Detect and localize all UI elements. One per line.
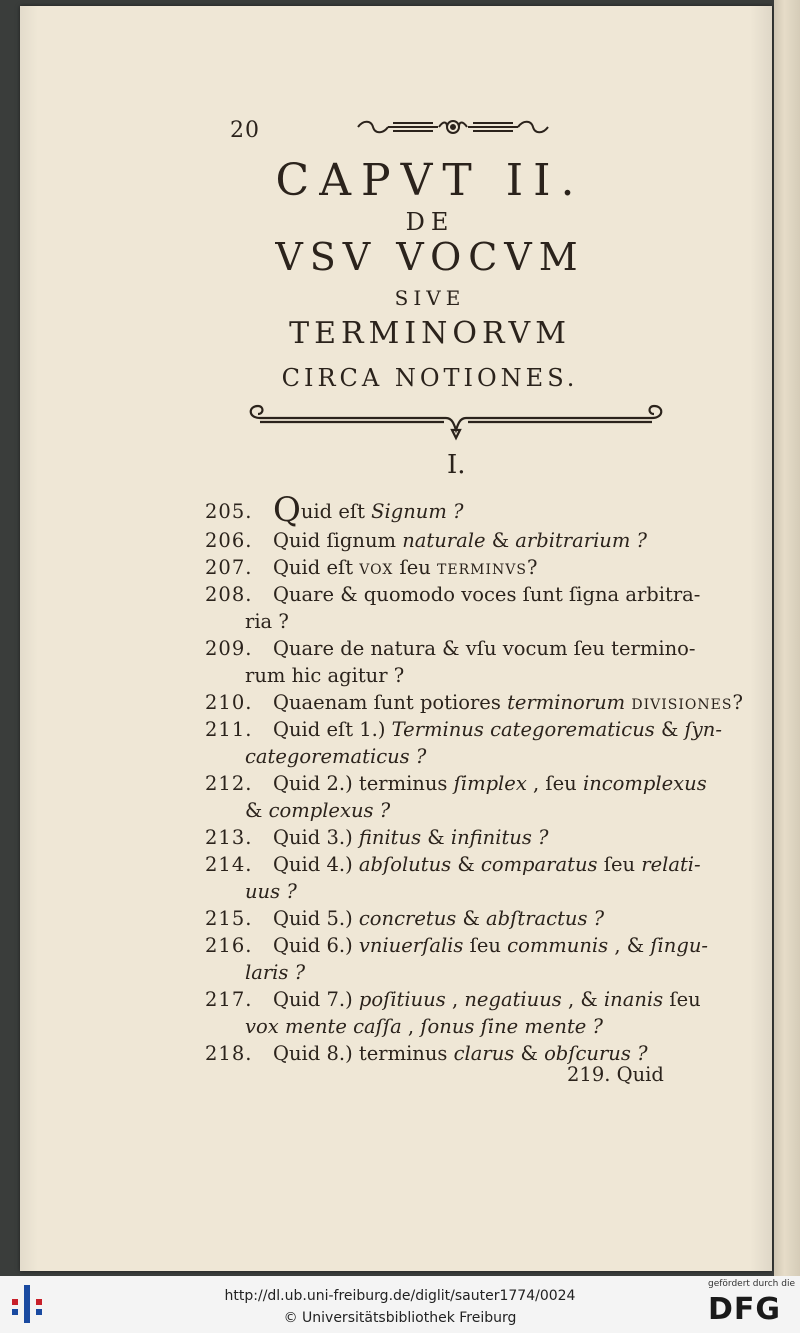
question-number: 206.	[205, 529, 253, 552]
question-text: terminvs	[437, 556, 527, 579]
question-text: Signum ?	[371, 500, 464, 523]
question-number: 214.	[205, 853, 253, 876]
question-text: , &	[608, 934, 651, 957]
question-text: uid eſt	[300, 500, 372, 523]
question-text: ?	[732, 691, 743, 714]
question-continuation	[245, 961, 305, 984]
question-text: communis	[507, 934, 609, 957]
question-text: &	[451, 853, 481, 876]
title-terminorum: TERMINORVM	[289, 316, 571, 351]
question-continuation	[245, 610, 289, 633]
question-number: 213.	[205, 826, 253, 849]
question-text: &	[514, 1042, 545, 1065]
question-text: Quid ſignum	[273, 529, 403, 552]
question-text: Quid 6.)	[273, 934, 359, 957]
question-text: categorematicus ?	[245, 745, 427, 768]
catchword: 219. Quid	[567, 1063, 664, 1086]
question-text: &	[485, 529, 516, 552]
viewer-footer	[0, 1276, 800, 1333]
question-text: Quid 8.) terminus	[273, 1042, 454, 1065]
question-text: &	[245, 799, 269, 822]
title-sive: SIVE	[394, 286, 466, 310]
question-text: ſimplex	[453, 772, 527, 795]
question-text: obſcurus ?	[544, 1042, 648, 1065]
question-text: ſyn-	[684, 718, 722, 741]
question-text: naturale	[402, 529, 486, 552]
question-text: ria ?	[245, 610, 289, 633]
question-number: 215.	[205, 907, 253, 930]
page-number: 20	[230, 118, 260, 143]
dfg-logo: DFG	[708, 1292, 782, 1327]
permalink[interactable]: http://dl.ub.uni-freiburg.de/diglit/sauter1774/0024	[224, 1288, 576, 1304]
question-continuation	[245, 1015, 603, 1038]
question-text: ,	[445, 988, 465, 1011]
question-text: poſitiuus	[358, 988, 446, 1011]
question-text: Quid 3.)	[273, 826, 359, 849]
question-text: complexus ?	[268, 799, 391, 822]
question-line	[205, 1042, 648, 1065]
copyright-notice: © Universitätsbibliothek Freiburg	[283, 1310, 517, 1326]
question-text: negatiuus	[464, 988, 562, 1011]
question-number: 210.	[205, 691, 253, 714]
question-text: ſeu	[663, 988, 701, 1011]
title-de: DE	[405, 208, 455, 236]
question-line	[205, 718, 722, 741]
question-text: comparatus	[480, 853, 598, 876]
question-number: 211.	[205, 718, 253, 741]
question-continuation	[245, 880, 297, 903]
question-text: Q	[273, 490, 301, 530]
question-text: Quid 2.) terminus	[273, 772, 454, 795]
question-text: &	[654, 718, 685, 741]
question-text: abſolutus	[358, 853, 452, 876]
question-line	[205, 529, 647, 552]
question-text: finitus	[358, 826, 422, 849]
question-number: 212.	[205, 772, 253, 795]
title-circa-notiones: CIRCA NOTIONES.	[281, 364, 579, 392]
question-text: uus ?	[245, 880, 297, 903]
question-line	[205, 907, 604, 930]
question-text: concretus	[358, 907, 457, 930]
question-text: terminorum	[507, 691, 626, 714]
question-text: ſonus ſine mente ?	[420, 1015, 603, 1038]
question-continuation	[245, 664, 404, 687]
question-line	[205, 826, 549, 849]
question-text: Quid 7.)	[273, 988, 359, 1011]
question-number: 208.	[205, 583, 253, 606]
chapter-title: CAPVT II.	[275, 155, 585, 206]
question-continuation	[245, 745, 426, 768]
question-text: , &	[561, 988, 604, 1011]
question-text: &	[456, 907, 487, 930]
question-number: 205.	[205, 500, 253, 523]
dfg-caption: gefördert durch die	[708, 1279, 795, 1289]
question-text: , ſeu	[526, 772, 583, 795]
question-text: Quid eſt	[273, 556, 360, 579]
question-text: ſeu	[597, 853, 642, 876]
question-line	[205, 691, 743, 714]
question-line	[205, 637, 695, 660]
question-text: ſingu-	[650, 934, 708, 957]
question-line	[205, 583, 700, 606]
question-text: infinitus ?	[450, 826, 549, 849]
question-text: inanis	[603, 988, 664, 1011]
question-line	[205, 556, 537, 579]
question-text: laris ?	[245, 961, 306, 984]
question-continuation	[245, 799, 390, 822]
question-text: relati-	[641, 853, 701, 876]
question-text: Quid 5.)	[273, 907, 359, 930]
ornamental-rule-icon	[246, 400, 666, 442]
question-number: 209.	[205, 637, 253, 660]
ornament-top-icon	[353, 117, 553, 137]
question-text: divisiones	[631, 691, 733, 714]
question-text: rum hic agitur ?	[245, 664, 405, 687]
question-text: ?	[526, 556, 538, 579]
question-text: arbitrarium ?	[515, 529, 648, 552]
question-line	[205, 988, 701, 1011]
question-text: Quare de natura & vſu vocum ſeu termino-	[273, 637, 696, 660]
question-text: &	[421, 826, 451, 849]
section-number: I.	[447, 450, 466, 480]
question-line	[205, 934, 708, 957]
question-text: ſeu	[463, 934, 508, 957]
question-line	[205, 490, 464, 530]
question-text: ſeu	[393, 556, 438, 579]
title-vsu-vocum: VSV VOCVM	[275, 235, 585, 279]
question-text: Quid 4.)	[273, 853, 359, 876]
question-number: 217.	[205, 988, 253, 1011]
question-text: vox	[359, 556, 394, 579]
question-number: 216.	[205, 934, 253, 957]
question-number: 218.	[205, 1042, 253, 1065]
question-text: ,	[401, 1015, 421, 1038]
question-text: Terminus categorematicus	[391, 718, 655, 741]
question-text: clarus	[453, 1042, 515, 1065]
question-number: 207.	[205, 556, 253, 579]
question-text: Quare & quomodo voces ſunt ſigna arbitra-	[273, 583, 701, 606]
question-text: incomplexus	[582, 772, 707, 795]
question-text: abſtractus ?	[486, 907, 605, 930]
question-text: vox mente caſſa	[245, 1015, 402, 1038]
question-text: Quaenam ſunt potiores	[273, 691, 508, 714]
question-text: vniuerſalis	[358, 934, 464, 957]
question-line	[205, 853, 701, 876]
question-line	[205, 772, 707, 795]
question-text: Quid eſt 1.)	[273, 718, 392, 741]
